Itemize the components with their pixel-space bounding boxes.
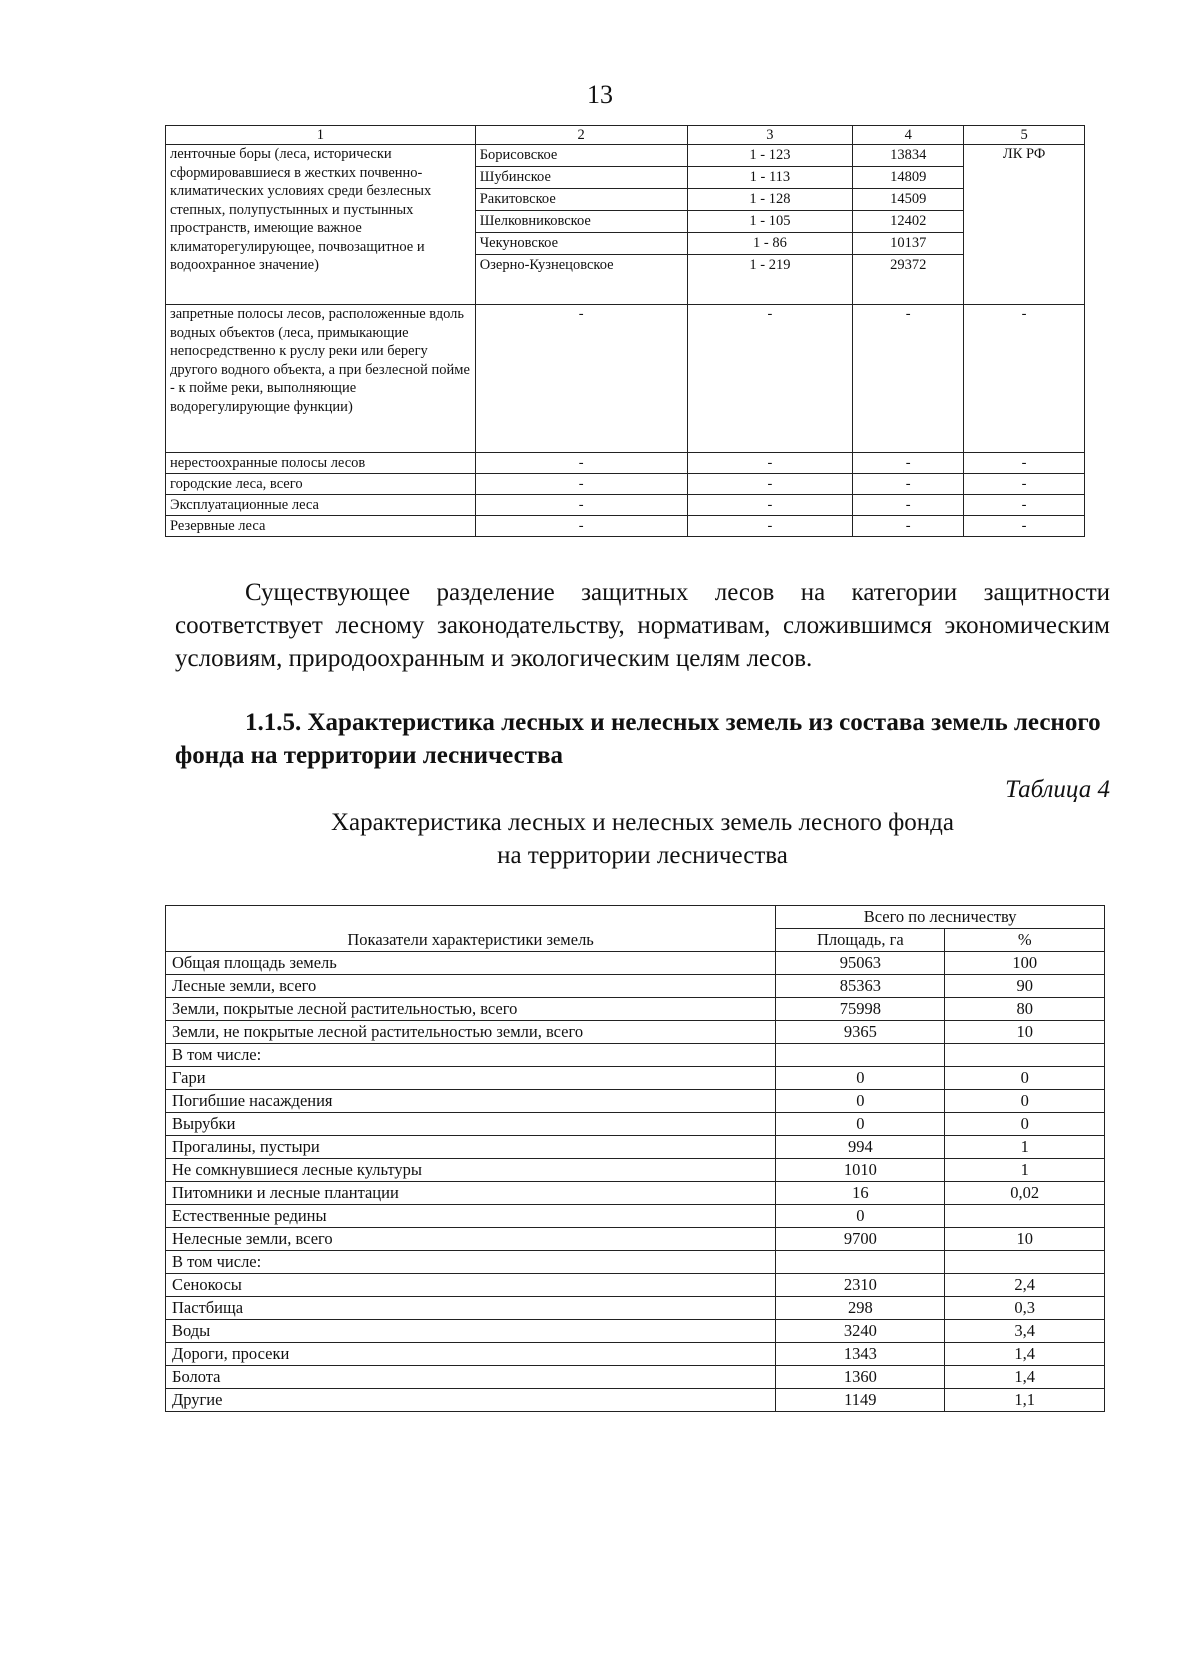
value-cell: - bbox=[687, 474, 853, 495]
forestry-name: Ракитовское bbox=[476, 189, 687, 211]
category-cell: нерестоохранные полосы лесов bbox=[166, 453, 476, 474]
value-cell: - bbox=[964, 474, 1085, 495]
row-pct: 0,02 bbox=[945, 1182, 1105, 1205]
value-cell: - bbox=[853, 495, 964, 516]
value-cell: - bbox=[687, 305, 853, 453]
row-name: Прогалины, пустыри bbox=[166, 1136, 776, 1159]
value-cell: - bbox=[475, 495, 687, 516]
value-cell: - bbox=[964, 495, 1085, 516]
value-cell: - bbox=[475, 516, 687, 537]
table-row bbox=[166, 1113, 1105, 1136]
row-area: 0 bbox=[776, 1090, 945, 1113]
table-row bbox=[166, 998, 1105, 1021]
quarter-range: 1 - 105 bbox=[688, 211, 853, 233]
head-area: Площадь, га bbox=[776, 929, 945, 952]
table-row bbox=[166, 1090, 1105, 1113]
row-pct: 1,1 bbox=[945, 1389, 1105, 1412]
row-name: Земли, покрытые лесной растительностью, всего bbox=[166, 998, 776, 1021]
col-header-5: 5 bbox=[964, 126, 1085, 145]
land-characteristics-table bbox=[165, 905, 1105, 1412]
table-row bbox=[166, 1228, 1105, 1251]
table-row bbox=[166, 516, 1085, 537]
row-pct: 0,3 bbox=[945, 1297, 1105, 1320]
row-name: В том числе: bbox=[166, 1044, 776, 1067]
row-area bbox=[776, 1044, 945, 1067]
value-cell: - bbox=[853, 305, 964, 453]
row-area: 0 bbox=[776, 1113, 945, 1136]
row-name: Погибшие насаждения bbox=[166, 1090, 776, 1113]
area-value: 12402 bbox=[853, 211, 963, 233]
value-cell: - bbox=[853, 516, 964, 537]
row-name: Земли, не покрытые лесной растительностью земли, всего bbox=[166, 1021, 776, 1044]
row-name: Нелесные земли, всего bbox=[166, 1228, 776, 1251]
row-name: Не сомкнувшиеся лесные культуры bbox=[166, 1159, 776, 1182]
row-pct: 90 bbox=[945, 975, 1105, 998]
table-row bbox=[166, 1205, 1105, 1228]
value-cell: - bbox=[687, 453, 853, 474]
table-row bbox=[166, 474, 1085, 495]
row-area: 1360 bbox=[776, 1366, 945, 1389]
value-cell: - bbox=[964, 453, 1085, 474]
col-header-2: 2 bbox=[475, 126, 687, 145]
row-pct: 1,4 bbox=[945, 1343, 1105, 1366]
row-area: 0 bbox=[776, 1067, 945, 1090]
row-area: 9700 bbox=[776, 1228, 945, 1251]
basis-cell: ЛК РФ bbox=[964, 145, 1085, 305]
row-area: 16 bbox=[776, 1182, 945, 1205]
row-name: Питомники и лесные плантации bbox=[166, 1182, 776, 1205]
row-name: Сенокосы bbox=[166, 1274, 776, 1297]
area-value: 14809 bbox=[853, 167, 963, 189]
row-name: В том числе: bbox=[166, 1251, 776, 1274]
page-number: 13 bbox=[587, 80, 613, 109]
table-row bbox=[166, 1136, 1105, 1159]
areas-cell bbox=[853, 145, 964, 305]
row-name: Другие bbox=[166, 1389, 776, 1412]
table-row bbox=[166, 305, 1085, 453]
table-header-row bbox=[166, 906, 1105, 929]
row-pct: 100 bbox=[945, 952, 1105, 975]
forestry-name: Борисовское bbox=[476, 145, 687, 167]
col-header-4: 4 bbox=[853, 126, 964, 145]
row-pct: 3,4 bbox=[945, 1320, 1105, 1343]
row-area: 9365 bbox=[776, 1021, 945, 1044]
row-name: Болота bbox=[166, 1366, 776, 1389]
row-area: 1343 bbox=[776, 1343, 945, 1366]
table-label: Таблица 4 bbox=[1005, 776, 1110, 803]
row-pct: 1,4 bbox=[945, 1366, 1105, 1389]
table-header-row bbox=[166, 126, 1085, 145]
category-cell: запретные полосы лесов, расположенные вдоль водных объектов (леса, примыкающие непосредственно к руслу реки или берегу другого водного объекта, а при безлесной пойме - к пойме реки, выполняющие водорегулирующие функции) bbox=[166, 305, 476, 453]
quarter-range: 1 - 219 bbox=[749, 257, 791, 273]
table-row bbox=[166, 1021, 1105, 1044]
col-header-1: 1 bbox=[166, 126, 476, 145]
row-area: 1010 bbox=[776, 1159, 945, 1182]
row-name: Общая площадь земель bbox=[166, 952, 776, 975]
value-cell: - bbox=[964, 516, 1085, 537]
table-row bbox=[166, 1044, 1105, 1067]
table-row bbox=[166, 1320, 1105, 1343]
row-area: 994 bbox=[776, 1136, 945, 1159]
body-paragraph: Существующее разделение защитных лесов на категории защитности соответствует лесному законодательству, нормативам, сложившимся экономическим условиям, природоохранным и экологическим целям лесов. bbox=[175, 579, 1110, 672]
table-row bbox=[166, 1343, 1105, 1366]
forestry-name: Озерно-Кузнецовское bbox=[479, 257, 614, 273]
value-cell: - bbox=[853, 453, 964, 474]
value-cell: - bbox=[687, 516, 853, 537]
category-cell: ленточные боры (леса, исторически сформировавшиеся в жестких почвенно-климатических условиях среди безлесных степных, полупустынных и пустынных пространств, имеющие важное климаторегулирующее, почвозащитное и водоохранное значение) bbox=[166, 145, 476, 305]
table-row bbox=[166, 952, 1105, 975]
row-name: Пастбища bbox=[166, 1297, 776, 1320]
row-pct: 0 bbox=[945, 1113, 1105, 1136]
head-total: Всего по лесничеству bbox=[776, 906, 1105, 929]
quarters-cell bbox=[687, 145, 853, 305]
section-heading: 1.1.5. Характеристика лесных и нелесных земель из состава земель лесного фонда на территории лесничества bbox=[175, 709, 1101, 769]
table-row bbox=[166, 1274, 1105, 1297]
table-row bbox=[166, 1159, 1105, 1182]
row-name: Естественные редины bbox=[166, 1205, 776, 1228]
category-cell: городские леса, всего bbox=[166, 474, 476, 495]
head-pct: % bbox=[945, 929, 1105, 952]
protective-forests-table bbox=[165, 125, 1085, 537]
area-value: 13834 bbox=[853, 145, 963, 167]
table-row bbox=[166, 1182, 1105, 1205]
table-body bbox=[166, 952, 1105, 1412]
row-area bbox=[776, 1251, 945, 1274]
row-area: 3240 bbox=[776, 1320, 945, 1343]
table-row bbox=[166, 1389, 1105, 1412]
row-area: 1149 bbox=[776, 1389, 945, 1412]
quarter-range: 1 - 128 bbox=[688, 189, 853, 211]
table-title-line: Характеристика лесных и нелесных земель лесного фонда bbox=[331, 809, 954, 836]
area-value: 14509 bbox=[853, 189, 963, 211]
table-title bbox=[175, 806, 1110, 872]
row-pct: 0 bbox=[945, 1090, 1105, 1113]
row-pct: 2,4 bbox=[945, 1274, 1105, 1297]
table-row bbox=[166, 1297, 1105, 1320]
row-pct: 1 bbox=[945, 1159, 1105, 1182]
row-pct: 10 bbox=[945, 1228, 1105, 1251]
table-row bbox=[166, 453, 1085, 474]
table-row bbox=[166, 495, 1085, 516]
table-row bbox=[166, 1366, 1105, 1389]
table-title-line: на территории лесничества bbox=[497, 842, 788, 869]
row-area: 95063 bbox=[776, 952, 945, 975]
value-cell: - bbox=[475, 474, 687, 495]
row-area: 0 bbox=[776, 1205, 945, 1228]
table-row bbox=[166, 975, 1105, 998]
value-cell: - bbox=[475, 453, 687, 474]
category-cell: Резервные леса bbox=[166, 516, 476, 537]
quarter-range: 1 - 123 bbox=[688, 145, 853, 167]
row-pct bbox=[945, 1044, 1105, 1067]
value-cell: - bbox=[687, 495, 853, 516]
row-name: Вырубки bbox=[166, 1113, 776, 1136]
row-area: 298 bbox=[776, 1297, 945, 1320]
col-header-3: 3 bbox=[687, 126, 853, 145]
row-pct: 1 bbox=[945, 1136, 1105, 1159]
forestry-name: Шубинское bbox=[476, 167, 687, 189]
area-value: 29372 bbox=[890, 257, 927, 273]
table-row bbox=[166, 1067, 1105, 1090]
row-pct bbox=[945, 1205, 1105, 1228]
row-pct: 80 bbox=[945, 998, 1105, 1021]
forestries-cell bbox=[475, 145, 687, 305]
row-name: Дороги, просеки bbox=[166, 1343, 776, 1366]
row-pct bbox=[945, 1251, 1105, 1274]
table-row bbox=[166, 1251, 1105, 1274]
head-indicator: Показатели характеристики земель bbox=[166, 906, 776, 952]
row-pct: 10 bbox=[945, 1021, 1105, 1044]
value-cell: - bbox=[853, 474, 964, 495]
quarter-range: 1 - 113 bbox=[688, 167, 853, 189]
value-cell: - bbox=[475, 305, 687, 453]
row-area: 85363 bbox=[776, 975, 945, 998]
row-name: Гари bbox=[166, 1067, 776, 1090]
value-cell: - bbox=[964, 305, 1085, 453]
table-row bbox=[166, 145, 1085, 305]
row-name: Воды bbox=[166, 1320, 776, 1343]
forestry-name: Чекуновское bbox=[476, 233, 687, 255]
area-value: 10137 bbox=[853, 233, 963, 255]
quarter-range: 1 - 86 bbox=[688, 233, 853, 255]
category-cell: Эксплуатационные леса bbox=[166, 495, 476, 516]
row-area: 2310 bbox=[776, 1274, 945, 1297]
forestry-name: Шелковниковское bbox=[476, 211, 687, 233]
row-name: Лесные земли, всего bbox=[166, 975, 776, 998]
row-area: 75998 bbox=[776, 998, 945, 1021]
row-pct: 0 bbox=[945, 1067, 1105, 1090]
